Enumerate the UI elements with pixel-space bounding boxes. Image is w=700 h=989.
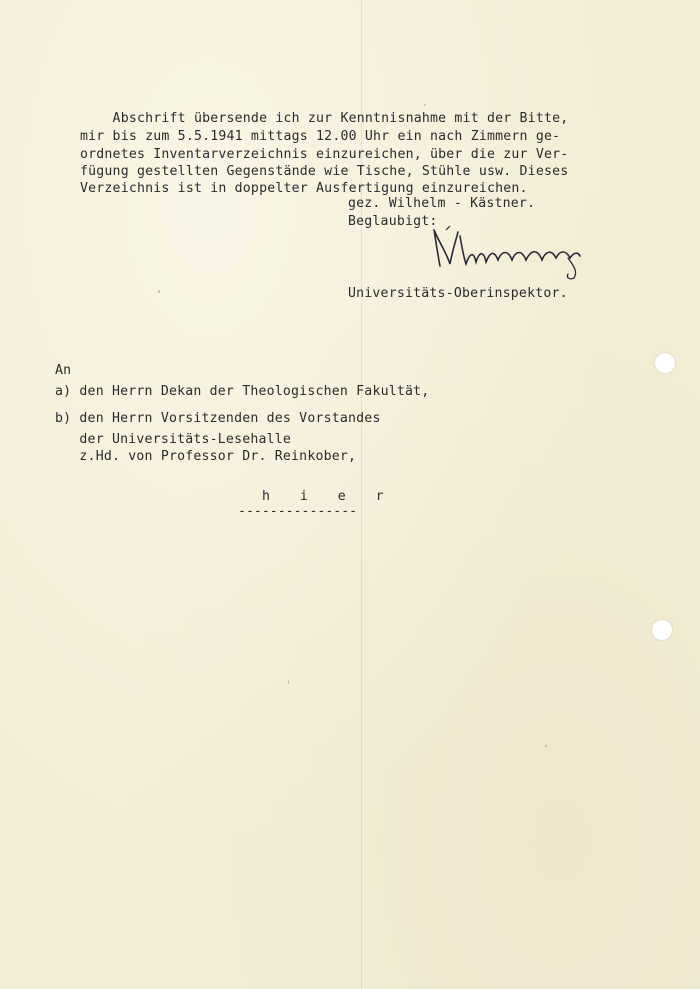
recipient-a: a) den Herrn Dekan der Theologischen Fakultät, [55, 384, 430, 399]
certified-label: Beglaubigt: [348, 214, 438, 229]
recipient-b: b) den Herrn Vorsitzenden des Vorstandes [55, 411, 381, 426]
punch-hole [655, 353, 675, 373]
recipient-b-line3: z.Hd. von Professor Dr. Reinkober, [55, 449, 357, 464]
addressee-heading: An [55, 363, 72, 378]
paper-speck [158, 290, 160, 293]
local-delivery: h i e r [262, 489, 395, 504]
body-line: mir bis zum 5.5.1941 mittags 12.00 Uhr ein nach Zimmern ge- [80, 129, 561, 144]
punch-hole [652, 620, 672, 640]
body-line: Abschrift übersende ich zur Kenntnisnahme mit der Bitte, [80, 111, 569, 126]
body-line: Verzeichnis ist in doppelter Ausfertigung einzureichen. [80, 181, 528, 196]
paper-speck [424, 104, 426, 106]
paper-speck [545, 745, 547, 747]
signatory-title: Universitäts-Oberinspektor. [348, 286, 568, 301]
recipient-b-line2: der Universitäts-Lesehalle [55, 432, 292, 447]
body-line: fügung gestellten Gegenstände wie Tische, Stühle usw. Dieses [80, 164, 569, 179]
handwritten-signature [428, 222, 588, 282]
paper-speck [288, 680, 289, 684]
signed-by: gez. Wilhelm - Kästner. [348, 196, 536, 211]
local-delivery-underline: --------------- [238, 504, 358, 519]
body-line: ordnetes Inventarverzeichnis einzureichen, über die zur Ver- [80, 147, 569, 162]
